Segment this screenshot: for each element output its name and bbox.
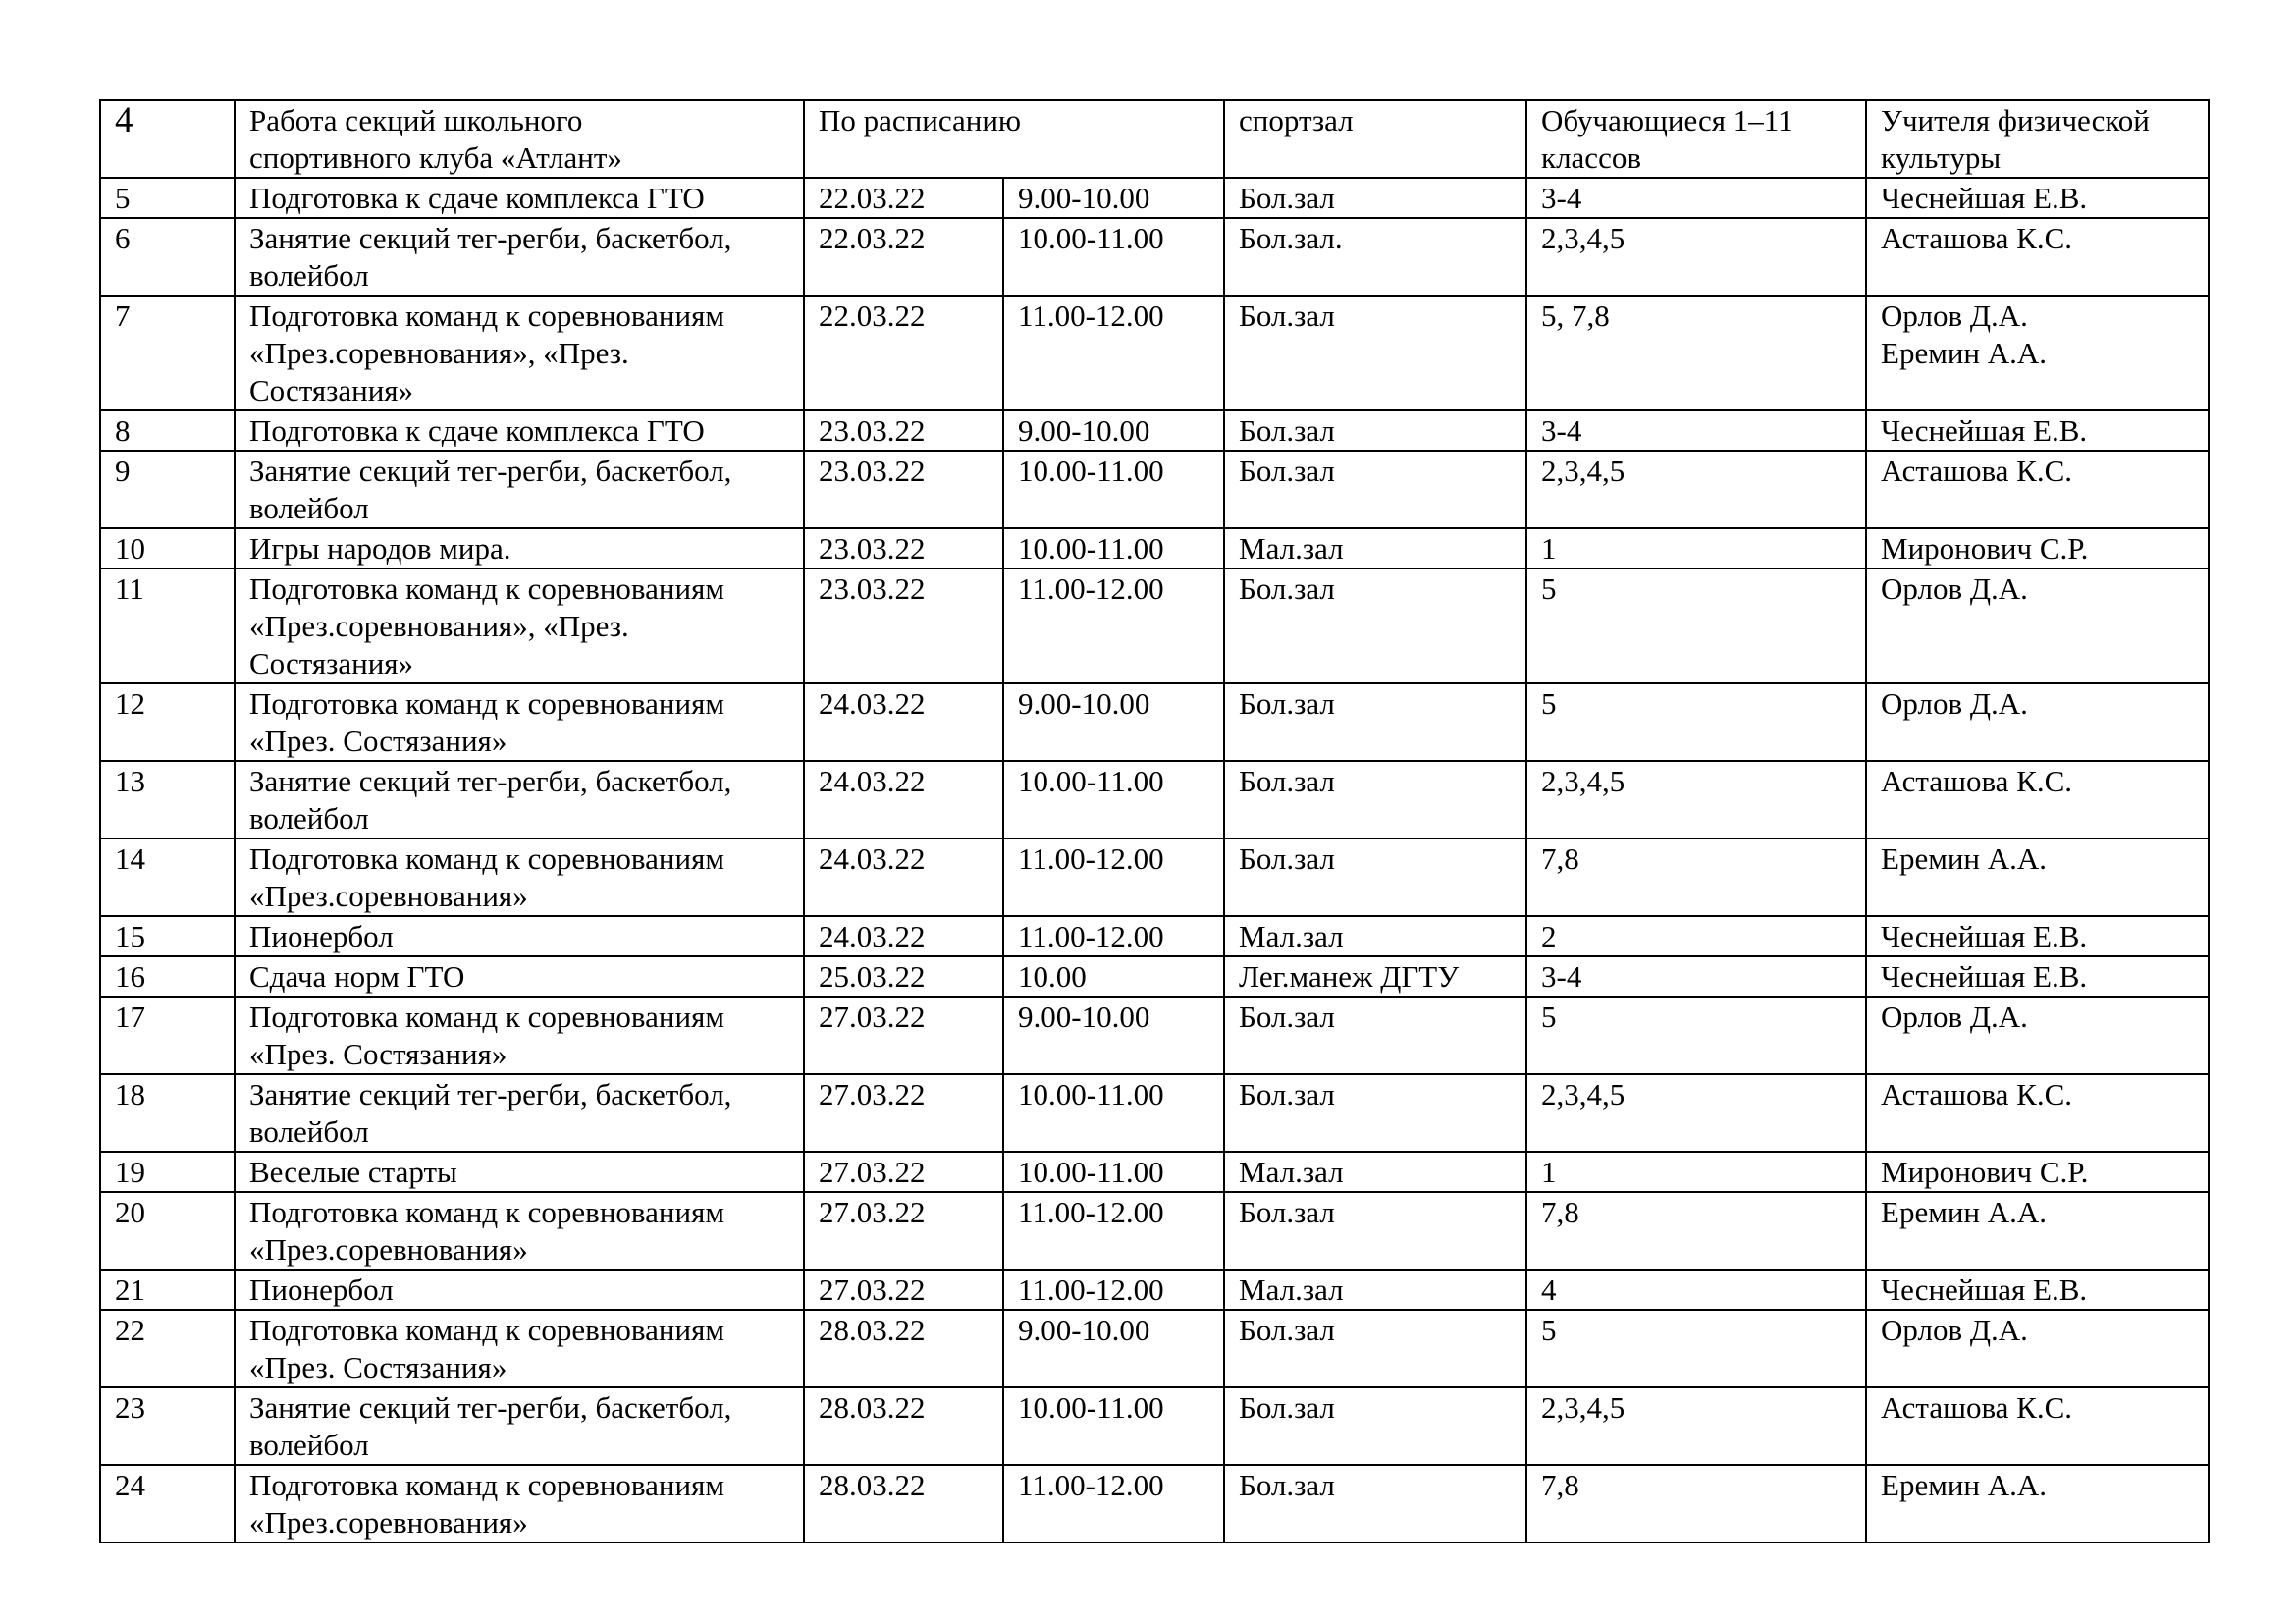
date-cell: 27.03.22	[804, 1270, 1003, 1310]
event-cell: Подготовка команд к соревнованиям «През.соревнования»	[235, 1192, 804, 1270]
row-number: 10	[100, 528, 235, 568]
time-cell: 10.00-11.00	[1003, 1387, 1224, 1465]
row-number: 16	[100, 956, 235, 997]
classes-cell: 3-4	[1526, 178, 1866, 218]
date-cell: 27.03.22	[804, 1152, 1003, 1192]
place-cell: Бол.зал	[1224, 178, 1526, 218]
classes-cell: 3-4	[1526, 956, 1866, 997]
row-number: 13	[100, 761, 235, 839]
place-cell: Бол.зал	[1224, 1465, 1526, 1543]
place-cell: Бол.зал	[1224, 761, 1526, 839]
row-number: 6	[100, 218, 235, 296]
place-cell: Бол.зал.	[1224, 218, 1526, 296]
table-row	[100, 956, 2209, 997]
row-number: 8	[100, 410, 235, 451]
classes-cell: 1	[1526, 528, 1866, 568]
table-row	[100, 1074, 2209, 1152]
row-number: 21	[100, 1270, 235, 1310]
classes-cell: 7,8	[1526, 1192, 1866, 1270]
place-cell: Мал.зал	[1224, 916, 1526, 956]
time-cell: 11.00-12.00	[1003, 1465, 1224, 1543]
schedule-table	[99, 99, 2210, 1543]
responsible-cell: Учителя физической культуры	[1866, 100, 2209, 178]
classes-cell: 7,8	[1526, 1465, 1866, 1543]
place-cell: Бол.зал	[1224, 568, 1526, 683]
place-cell: Мал.зал	[1224, 1270, 1526, 1310]
place-cell: Бол.зал	[1224, 1387, 1526, 1465]
responsible-cell: Асташова К.С.	[1866, 451, 2209, 528]
table-row	[100, 568, 2209, 683]
classes-cell: 5	[1526, 568, 1866, 683]
classes-cell: 3-4	[1526, 410, 1866, 451]
row-number: 22	[100, 1310, 235, 1387]
event-cell: Подготовка команд к соревнованиям «През.соревнования», «През. Состязания»	[235, 568, 804, 683]
time-cell: 10.00-11.00	[1003, 451, 1224, 528]
place-cell: Мал.зал	[1224, 1152, 1526, 1192]
event-cell: Занятие секций тег-регби, баскетбол, волейбол	[235, 218, 804, 296]
responsible-cell: Орлов Д.А.	[1866, 997, 2209, 1074]
row-number: 20	[100, 1192, 235, 1270]
time-cell: 11.00-12.00	[1003, 568, 1224, 683]
row-number: 9	[100, 451, 235, 528]
time-cell: 9.00-10.00	[1003, 410, 1224, 451]
responsible-cell: Асташова К.С.	[1866, 1074, 2209, 1152]
date-cell: 23.03.22	[804, 568, 1003, 683]
table-row	[100, 1310, 2209, 1387]
event-cell: Сдача норм ГТО	[235, 956, 804, 997]
table-row	[100, 1270, 2209, 1310]
place-cell: Бол.зал	[1224, 997, 1526, 1074]
responsible-cell: Орлов Д.А.	[1866, 568, 2209, 683]
event-cell: Подготовка к сдаче комплекса ГТО	[235, 178, 804, 218]
date-cell: 28.03.22	[804, 1465, 1003, 1543]
row-number: 7	[100, 296, 235, 410]
classes-cell: 1	[1526, 1152, 1866, 1192]
classes-cell: 5, 7,8	[1526, 296, 1866, 410]
date-cell: 23.03.22	[804, 410, 1003, 451]
time-cell: 9.00-10.00	[1003, 1310, 1224, 1387]
event-cell: Подготовка команд к соревнованиям «През.соревнования», «През. Состязания»	[235, 296, 804, 410]
place-cell: Лег.манеж ДГТУ	[1224, 956, 1526, 997]
classes-cell: 2,3,4,5	[1526, 451, 1866, 528]
event-cell: Подготовка команд к соревнованиям «През. Состязания»	[235, 997, 804, 1074]
classes-cell: 5	[1526, 1310, 1866, 1387]
row-number: 17	[100, 997, 235, 1074]
event-cell: Занятие секций тег-регби, баскетбол, волейбол	[235, 761, 804, 839]
table-row	[100, 683, 2209, 761]
row-number: 24	[100, 1465, 235, 1543]
responsible-cell: Асташова К.С.	[1866, 761, 2209, 839]
row-number: 15	[100, 916, 235, 956]
table-row	[100, 1465, 2209, 1543]
place-cell: Мал.зал	[1224, 528, 1526, 568]
classes-cell: 2,3,4,5	[1526, 1387, 1866, 1465]
date-cell: 23.03.22	[804, 451, 1003, 528]
classes-cell: 2,3,4,5	[1526, 761, 1866, 839]
event-cell: Веселые старты	[235, 1152, 804, 1192]
responsible-cell: Орлов Д.А.	[1866, 683, 2209, 761]
table-row	[100, 296, 2209, 410]
time-cell: 10.00-11.00	[1003, 761, 1224, 839]
date-cell: 22.03.22	[804, 178, 1003, 218]
event-cell: Занятие секций тег-регби, баскетбол, волейбол	[235, 451, 804, 528]
event-cell: Занятие секций тег-регби, баскетбол, волейбол	[235, 1074, 804, 1152]
responsible-cell: Чеснейшая Е.В.	[1866, 178, 2209, 218]
time-cell: 9.00-10.00	[1003, 997, 1224, 1074]
date-cell: 27.03.22	[804, 1074, 1003, 1152]
date-cell: 27.03.22	[804, 1192, 1003, 1270]
place-cell: Бол.зал	[1224, 410, 1526, 451]
place-cell: Бол.зал	[1224, 683, 1526, 761]
classes-cell: 2	[1526, 916, 1866, 956]
row-number: 12	[100, 683, 235, 761]
row-number: 5	[100, 178, 235, 218]
time-cell: 10.00	[1003, 956, 1224, 997]
classes-cell: 2,3,4,5	[1526, 218, 1866, 296]
participants-cell: Обучающиеся 1–11 классов	[1526, 100, 1866, 178]
time-cell: 11.00-12.00	[1003, 1192, 1224, 1270]
row-number: 19	[100, 1152, 235, 1192]
table-row	[100, 997, 2209, 1074]
table-row	[100, 839, 2209, 916]
time-cell: 9.00-10.00	[1003, 683, 1224, 761]
responsible-cell: Орлов Д.А. Еремин А.А.	[1866, 296, 2209, 410]
table-row	[100, 1387, 2209, 1465]
date-cell: 28.03.22	[804, 1310, 1003, 1387]
date-cell: 22.03.22	[804, 218, 1003, 296]
classes-cell: 5	[1526, 997, 1866, 1074]
event-cell: Подготовка команд к соревнованиям «През.соревнования»	[235, 1465, 804, 1543]
date-cell: 25.03.22	[804, 956, 1003, 997]
table-row	[100, 1152, 2209, 1192]
responsible-cell: Чеснейшая Е.В.	[1866, 410, 2209, 451]
classes-cell: 5	[1526, 683, 1866, 761]
time-cell: 11.00-12.00	[1003, 1270, 1224, 1310]
classes-cell: 7,8	[1526, 839, 1866, 916]
event-cell: Пионербол	[235, 916, 804, 956]
date-cell: 24.03.22	[804, 761, 1003, 839]
responsible-cell: Чеснейшая Е.В.	[1866, 1270, 2209, 1310]
time-cell: 11.00-12.00	[1003, 839, 1224, 916]
responsible-cell: Миронович С.Р.	[1866, 1152, 2209, 1192]
responsible-cell: Чеснейшая Е.В.	[1866, 956, 2209, 997]
event-cell: Занятие секций тег-регби, баскетбол, волейбол	[235, 1387, 804, 1465]
responsible-cell: Орлов Д.А.	[1866, 1310, 2209, 1387]
place-cell: Бол.зал	[1224, 839, 1526, 916]
time-cell: 10.00-11.00	[1003, 528, 1224, 568]
time-cell: 10.00-11.00	[1003, 1152, 1224, 1192]
responsible-cell: Еремин А.А.	[1866, 839, 2209, 916]
row-number: 14	[100, 839, 235, 916]
time-cell: 11.00-12.00	[1003, 296, 1224, 410]
date-cell: 28.03.22	[804, 1387, 1003, 1465]
table-row	[100, 528, 2209, 568]
event-cell: Работа секций школьного спортивного клуба «Атлант»	[235, 100, 804, 178]
event-cell: Подготовка команд к соревнованиям «През. Состязания»	[235, 1310, 804, 1387]
event-cell: Подготовка команд к соревнованиям «През.соревнования»	[235, 839, 804, 916]
row-number: 18	[100, 1074, 235, 1152]
table-row	[100, 451, 2209, 528]
table-row	[100, 761, 2209, 839]
time-cell: 11.00-12.00	[1003, 916, 1224, 956]
event-cell: Подготовка к сдаче комплекса ГТО	[235, 410, 804, 451]
place-cell: Бол.зал	[1224, 1192, 1526, 1270]
responsible-cell: Еремин А.А.	[1866, 1192, 2209, 1270]
table-row	[100, 410, 2209, 451]
row-number: 11	[100, 568, 235, 683]
date-cell: 27.03.22	[804, 997, 1003, 1074]
date-cell: 23.03.22	[804, 528, 1003, 568]
place-cell: Бол.зал	[1224, 1310, 1526, 1387]
time-cell: 10.00-11.00	[1003, 1074, 1224, 1152]
table-row	[100, 178, 2209, 218]
responsible-cell: Асташова К.С.	[1866, 1387, 2209, 1465]
responsible-cell: Чеснейшая Е.В.	[1866, 916, 2209, 956]
table-row	[100, 218, 2209, 296]
time-cell: 10.00-11.00	[1003, 218, 1224, 296]
classes-cell: 4	[1526, 1270, 1866, 1310]
responsible-cell: Еремин А.А.	[1866, 1465, 2209, 1543]
responsible-cell: Асташова К.С.	[1866, 218, 2209, 296]
event-cell: Пионербол	[235, 1270, 804, 1310]
time-cell: 9.00-10.00	[1003, 178, 1224, 218]
event-cell: Подготовка команд к соревнованиям «През. Состязания»	[235, 683, 804, 761]
date-cell: 24.03.22	[804, 839, 1003, 916]
row-number: 23	[100, 1387, 235, 1465]
table-row	[100, 916, 2209, 956]
row-number: 4	[100, 100, 235, 178]
responsible-cell: Миронович С.Р.	[1866, 528, 2209, 568]
date-cell: 22.03.22	[804, 296, 1003, 410]
date-cell: 24.03.22	[804, 916, 1003, 956]
table-row	[100, 1192, 2209, 1270]
place-cell: Бол.зал	[1224, 1074, 1526, 1152]
schedule-cell: По расписанию	[804, 100, 1224, 178]
event-cell: Игры народов мира.	[235, 528, 804, 568]
place-cell: Бол.зал	[1224, 451, 1526, 528]
place-cell: Бол.зал	[1224, 296, 1526, 410]
schedule-body	[100, 100, 2209, 1543]
table-row-header	[100, 100, 2209, 178]
place-cell: спортзал	[1224, 100, 1526, 178]
classes-cell: 2,3,4,5	[1526, 1074, 1866, 1152]
date-cell: 24.03.22	[804, 683, 1003, 761]
